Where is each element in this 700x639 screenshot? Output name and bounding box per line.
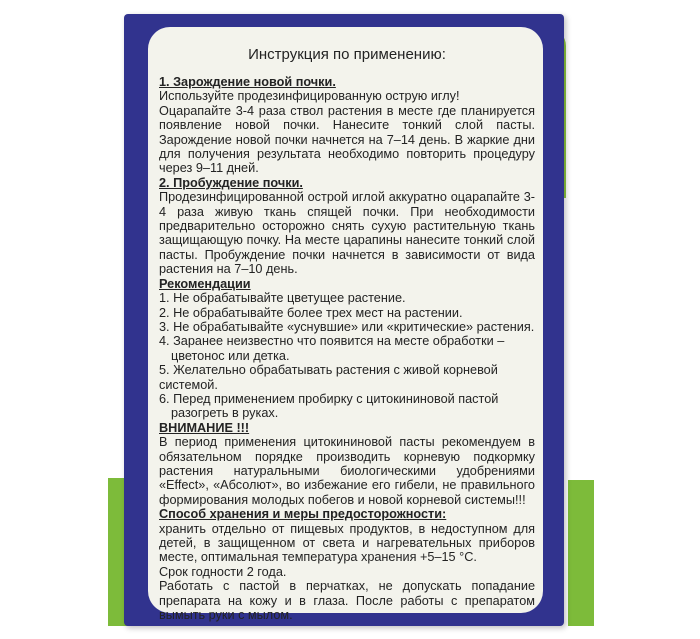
section2-heading: 2. Пробуждение почки. <box>159 175 303 190</box>
instruction-card <box>148 27 543 623</box>
attention-paragraph: В период применения цитокининовой пасты рекомендуем в обязательном порядке производить корневую подкормку растения натуральными биологическими удобрениями «Effect», «Абсолют», во избежание его гибели, не правильного формирования молодых побегов и новой корневой системы!!! <box>159 435 535 507</box>
recommendation-item: 2. Не обрабатывайте более трех мест на растении. <box>159 305 463 320</box>
recommendation-item: 1. Не обрабатывайте цветущее растение. <box>159 291 406 306</box>
recommendation-item: 5. Желательно обрабатывать растения с живой корневой системой. <box>159 363 498 392</box>
storage-paragraph-3: Работать с пастой в перчатках, не допускать попадание препарата на кожу и в глаза. После работы с препаратом вымыть руки с мылом. <box>159 579 535 623</box>
instruction-title: Инструкция по применению: <box>248 46 446 63</box>
recommendation-item-continued: цветонос или детка. <box>171 348 290 363</box>
package-green-stripe-bottom-right <box>568 480 594 626</box>
attention-heading: ВНИМАНИЕ !!! <box>159 420 250 435</box>
recommendation-item-continued: разогреть в руках. <box>171 406 279 421</box>
recommendations-list <box>159 291 535 421</box>
recommendation-item: 4. Заранее неизвестно что появится на месте обработки – <box>159 334 505 349</box>
section1-heading: 1. Зарождение новой почки. <box>159 75 336 89</box>
section1-paragraph-1: Используйте продезинфицированную острую иглу! <box>159 89 460 104</box>
storage-paragraph-1: хранить отдельно от пищевых продуктов, в недоступном для детей, в защищенном от света и нагревательных приборов месте, оптимальная температура хранения +5–15 °С. <box>159 521 535 565</box>
recommendation-item: 6. Перед применением пробирку с цитокининовой пастой <box>159 391 499 406</box>
storage-paragraph-2: Срок годности 2 года. <box>159 564 287 579</box>
recommendation-item: 3. Не обрабатывайте «уснувшие» или «критические» растения. <box>159 319 535 334</box>
section2-paragraph: Продезинфицированной острой иглой аккуратно оцарапайте 3-4 раза живую ткань спящей почки. При необходимости предварительно осторожно снять сухую растительную ткань защищающую почку. На месте царапины нанесите тонкий слой пасты. Пробуждение почки начнется в зависимости от вида растения на 7–10 день. <box>159 190 535 277</box>
storage-heading: Способ хранения и меры предосторожности: <box>159 507 447 522</box>
section1-paragraph-2: Оцарапайте 3-4 раза ствол растения в месте где планируется появление новой почки. Нанесите тонкий слой пасты. Зарождение новой почки начнется на 7–14 день. В жаркие дни для получения результата необходимо повторить процедуру через 9–11 дней. <box>159 103 535 176</box>
recommendations-heading: Рекомендации <box>159 276 251 291</box>
